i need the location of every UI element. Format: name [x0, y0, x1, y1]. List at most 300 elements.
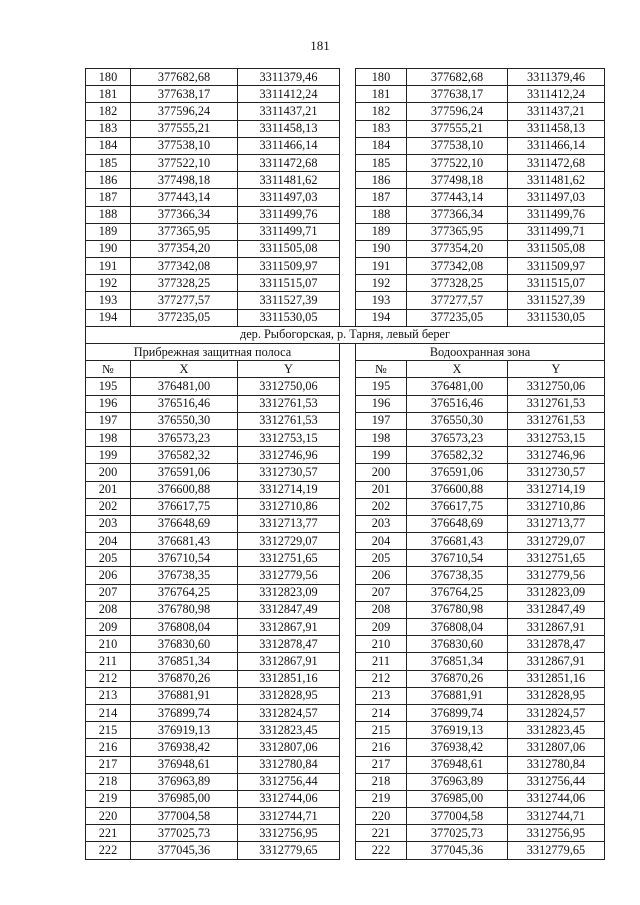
right-coord-y: 3311505,08	[508, 240, 605, 257]
left-coord-y: 3312761,53	[238, 412, 340, 429]
section-title: дер. Рыбогорская, р. Тарня, левый берег	[86, 326, 605, 343]
left-point-number: 182	[86, 103, 131, 120]
left-coord-x: 377682,68	[131, 69, 238, 86]
table-row	[86, 464, 605, 481]
right-coord-x: 377682,68	[407, 69, 508, 86]
right-coord-y: 3311515,07	[508, 275, 605, 292]
right-coord-y: 3312710,86	[508, 498, 605, 515]
column-gap	[340, 636, 356, 653]
right-coord-y: 3312746,96	[508, 447, 605, 464]
left-point-number: 193	[86, 292, 131, 309]
table-row	[86, 103, 605, 120]
column-gap	[340, 154, 356, 171]
left-point-number: 190	[86, 240, 131, 257]
left-coord-x: 377354,20	[131, 240, 238, 257]
table-row	[86, 498, 605, 515]
left-coord-y: 3311499,71	[238, 223, 340, 240]
column-header-no: №	[86, 361, 131, 378]
left-coord-y: 3312714,19	[238, 481, 340, 498]
right-coord-y: 3312823,09	[508, 584, 605, 601]
column-gap	[340, 258, 356, 275]
column-gap	[340, 447, 356, 464]
right-coord-x: 376808,04	[407, 619, 508, 636]
right-point-number: 187	[356, 189, 407, 206]
right-point-number: 188	[356, 206, 407, 223]
right-coord-x: 376948,61	[407, 756, 508, 773]
column-header-row	[86, 361, 605, 378]
right-coord-y: 3312867,91	[508, 653, 605, 670]
left-point-number: 206	[86, 567, 131, 584]
right-coord-y: 3312828,95	[508, 687, 605, 704]
left-coord-x: 376808,04	[131, 619, 238, 636]
right-coord-y: 3312851,16	[508, 670, 605, 687]
left-coord-y: 3311499,76	[238, 206, 340, 223]
table-row	[86, 584, 605, 601]
column-gap	[340, 515, 356, 532]
right-point-number: 212	[356, 670, 407, 687]
table-row	[86, 120, 605, 137]
column-header-y: Y	[238, 361, 340, 378]
left-coord-y: 3311497,03	[238, 189, 340, 206]
column-gap	[340, 808, 356, 825]
right-coord-y: 3312761,53	[508, 412, 605, 429]
right-point-number: 181	[356, 86, 407, 103]
left-coord-y: 3311466,14	[238, 137, 340, 154]
left-point-number: 219	[86, 790, 131, 807]
left-point-number: 222	[86, 842, 131, 859]
column-gap	[340, 653, 356, 670]
right-coord-y: 3312730,57	[508, 464, 605, 481]
left-coord-y: 3312756,44	[238, 773, 340, 790]
left-coord-x: 376899,74	[131, 704, 238, 721]
left-point-number: 213	[86, 687, 131, 704]
right-point-number: 222	[356, 842, 407, 859]
column-gap	[340, 309, 356, 326]
left-coord-x: 377045,36	[131, 842, 238, 859]
table-row	[86, 137, 605, 154]
right-coord-x: 377366,34	[407, 206, 508, 223]
table-row	[86, 154, 605, 171]
table-row	[86, 412, 605, 429]
left-point-number: 215	[86, 722, 131, 739]
left-point-number: 185	[86, 154, 131, 171]
right-coord-x: 377596,24	[407, 103, 508, 120]
left-coord-x: 377277,57	[131, 292, 238, 309]
left-point-number: 218	[86, 773, 131, 790]
left-coord-x: 376681,43	[131, 533, 238, 550]
left-coord-y: 3311481,62	[238, 172, 340, 189]
column-gap	[340, 756, 356, 773]
column-gap	[340, 739, 356, 756]
table-row	[86, 240, 605, 257]
right-coord-x: 377555,21	[407, 120, 508, 137]
right-coord-y: 3312714,19	[508, 481, 605, 498]
left-coord-x: 376738,35	[131, 567, 238, 584]
right-point-number: 206	[356, 567, 407, 584]
right-point-number: 219	[356, 790, 407, 807]
right-coord-x: 377354,20	[407, 240, 508, 257]
left-point-number: 211	[86, 653, 131, 670]
left-point-number: 183	[86, 120, 131, 137]
column-gap	[340, 86, 356, 103]
right-point-number: 221	[356, 825, 407, 842]
left-coord-y: 3311509,97	[238, 258, 340, 275]
left-point-number: 191	[86, 258, 131, 275]
right-point-number: 208	[356, 601, 407, 618]
right-coord-x: 376600,88	[407, 481, 508, 498]
left-point-number: 208	[86, 601, 131, 618]
left-point-number: 198	[86, 429, 131, 446]
table-row	[86, 619, 605, 636]
right-coord-x: 376938,42	[407, 739, 508, 756]
left-coord-y: 3311379,46	[238, 69, 340, 86]
left-coord-y: 3311437,21	[238, 103, 340, 120]
left-point-number: 204	[86, 533, 131, 550]
right-coord-x: 377498,18	[407, 172, 508, 189]
right-coord-x: 377025,73	[407, 825, 508, 842]
left-coord-x: 377025,73	[131, 825, 238, 842]
left-coord-y: 3311472,68	[238, 154, 340, 171]
left-coord-y: 3312780,84	[238, 756, 340, 773]
left-coord-y: 3312744,06	[238, 790, 340, 807]
right-coord-x: 376830,60	[407, 636, 508, 653]
right-point-number: 191	[356, 258, 407, 275]
right-coord-y: 3311481,62	[508, 172, 605, 189]
right-point-number: 205	[356, 550, 407, 567]
right-coord-x: 377328,25	[407, 275, 508, 292]
left-point-number: 188	[86, 206, 131, 223]
table-row	[86, 825, 605, 842]
left-coord-y: 3311527,39	[238, 292, 340, 309]
right-point-number: 210	[356, 636, 407, 653]
table-row	[86, 636, 605, 653]
column-gap	[340, 773, 356, 790]
right-point-number: 207	[356, 584, 407, 601]
right-coord-y: 3311437,21	[508, 103, 605, 120]
column-gap	[340, 120, 356, 137]
table-row	[86, 808, 605, 825]
left-coord-y: 3312753,15	[238, 429, 340, 446]
right-coord-x: 376764,25	[407, 584, 508, 601]
left-coord-x: 377342,08	[131, 258, 238, 275]
right-coord-x: 377443,14	[407, 189, 508, 206]
left-point-number: 189	[86, 223, 131, 240]
left-coord-x: 376881,91	[131, 687, 238, 704]
right-coord-x: 376899,74	[407, 704, 508, 721]
right-coord-y: 3312761,53	[508, 395, 605, 412]
right-point-number: 209	[356, 619, 407, 636]
left-coord-y: 3312867,91	[238, 653, 340, 670]
column-gap	[340, 687, 356, 704]
right-point-number: 197	[356, 412, 407, 429]
column-gap	[340, 361, 356, 378]
right-coord-x: 377004,58	[407, 808, 508, 825]
right-coord-y: 3312753,15	[508, 429, 605, 446]
left-coord-x: 377365,95	[131, 223, 238, 240]
table-row	[86, 842, 605, 859]
column-gap	[340, 189, 356, 206]
right-coord-y: 3311530,05	[508, 309, 605, 326]
left-point-number: 201	[86, 481, 131, 498]
table-row	[86, 206, 605, 223]
left-point-number: 221	[86, 825, 131, 842]
right-point-number: 220	[356, 808, 407, 825]
right-coord-y: 3312729,07	[508, 533, 605, 550]
left-coord-x: 377235,05	[131, 309, 238, 326]
left-coord-y: 3312779,56	[238, 567, 340, 584]
left-coord-y: 3312823,09	[238, 584, 340, 601]
right-coord-x: 376870,26	[407, 670, 508, 687]
left-point-number: 216	[86, 739, 131, 756]
left-coord-x: 376591,06	[131, 464, 238, 481]
left-point-number: 203	[86, 515, 131, 532]
right-coord-y: 3311527,39	[508, 292, 605, 309]
left-coord-x: 377004,58	[131, 808, 238, 825]
top-rows	[86, 69, 605, 327]
left-coord-x: 376938,42	[131, 739, 238, 756]
left-zone-title: Прибрежная защитная полоса	[86, 344, 340, 361]
table-row	[86, 773, 605, 790]
left-point-number: 197	[86, 412, 131, 429]
right-coord-y: 3312750,06	[508, 378, 605, 395]
column-gap	[340, 704, 356, 721]
table-row	[86, 653, 605, 670]
right-point-number: 202	[356, 498, 407, 515]
left-point-number: 217	[86, 756, 131, 773]
left-coord-x: 376710,54	[131, 550, 238, 567]
table-row	[86, 292, 605, 309]
right-coord-y: 3311509,97	[508, 258, 605, 275]
table-row	[86, 670, 605, 687]
left-coord-x: 376870,26	[131, 670, 238, 687]
right-point-number: 193	[356, 292, 407, 309]
right-coord-y: 3312867,91	[508, 619, 605, 636]
left-coord-y: 3312730,57	[238, 464, 340, 481]
right-coord-x: 377365,95	[407, 223, 508, 240]
right-point-number: 211	[356, 653, 407, 670]
left-coord-x: 376764,25	[131, 584, 238, 601]
right-coord-y: 3312744,06	[508, 790, 605, 807]
table-row	[86, 395, 605, 412]
left-coord-y: 3311530,05	[238, 309, 340, 326]
left-point-number: 212	[86, 670, 131, 687]
right-coord-y: 3311499,71	[508, 223, 605, 240]
left-coord-x: 376617,75	[131, 498, 238, 515]
table-row	[86, 756, 605, 773]
right-coord-x: 376881,91	[407, 687, 508, 704]
left-point-number: 200	[86, 464, 131, 481]
right-coord-y: 3312824,57	[508, 704, 605, 721]
left-coord-x: 376919,13	[131, 722, 238, 739]
table-row	[86, 739, 605, 756]
right-coord-y: 3312823,45	[508, 722, 605, 739]
left-coord-x: 376851,34	[131, 653, 238, 670]
left-coord-y: 3312710,86	[238, 498, 340, 515]
left-coord-x: 376600,88	[131, 481, 238, 498]
column-header-x: X	[407, 361, 508, 378]
right-coord-y: 3312744,71	[508, 808, 605, 825]
right-point-number: 214	[356, 704, 407, 721]
column-gap	[340, 567, 356, 584]
right-coord-x: 377522,10	[407, 154, 508, 171]
left-coord-y: 3312751,65	[238, 550, 340, 567]
left-point-number: 196	[86, 395, 131, 412]
right-coord-x: 376550,30	[407, 412, 508, 429]
column-gap	[340, 550, 356, 567]
table-row	[86, 687, 605, 704]
column-gap	[340, 378, 356, 395]
left-point-number: 205	[86, 550, 131, 567]
right-point-number: 183	[356, 120, 407, 137]
column-gap	[340, 103, 356, 120]
page-number: 181	[310, 38, 330, 53]
left-point-number: 199	[86, 447, 131, 464]
column-gap	[340, 842, 356, 859]
left-coord-y: 3312713,77	[238, 515, 340, 532]
left-coord-y: 3311505,08	[238, 240, 340, 257]
left-coord-y: 3312867,91	[238, 619, 340, 636]
table-row	[86, 258, 605, 275]
table-row	[86, 447, 605, 464]
column-gap	[340, 722, 356, 739]
right-coord-x: 376851,34	[407, 653, 508, 670]
column-gap	[340, 223, 356, 240]
right-coord-x: 377235,05	[407, 309, 508, 326]
left-coord-x: 376516,46	[131, 395, 238, 412]
right-point-number: 203	[356, 515, 407, 532]
left-coord-y: 3312828,95	[238, 687, 340, 704]
right-coord-y: 3312779,56	[508, 567, 605, 584]
right-coord-y: 3312751,65	[508, 550, 605, 567]
left-coord-x: 376963,89	[131, 773, 238, 790]
left-coord-y: 3311412,24	[238, 86, 340, 103]
column-gap	[340, 533, 356, 550]
left-coord-x: 377498,18	[131, 172, 238, 189]
right-zone-title: Водоохранная зона	[356, 344, 605, 361]
column-gap	[340, 790, 356, 807]
left-point-number: 180	[86, 69, 131, 86]
right-coord-x: 376963,89	[407, 773, 508, 790]
left-coord-x: 376830,60	[131, 636, 238, 653]
table-row	[86, 567, 605, 584]
right-point-number: 200	[356, 464, 407, 481]
column-gap	[340, 240, 356, 257]
left-coord-y: 3312729,07	[238, 533, 340, 550]
table-row	[86, 550, 605, 567]
left-coord-x: 376550,30	[131, 412, 238, 429]
right-coord-y: 3311466,14	[508, 137, 605, 154]
left-point-number: 194	[86, 309, 131, 326]
left-coord-y: 3312779,65	[238, 842, 340, 859]
column-gap	[340, 429, 356, 446]
left-point-number: 209	[86, 619, 131, 636]
left-coord-x: 377638,17	[131, 86, 238, 103]
table-row	[86, 704, 605, 721]
table-row	[86, 172, 605, 189]
left-coord-x: 377596,24	[131, 103, 238, 120]
left-coord-y: 3312756,95	[238, 825, 340, 842]
column-gap	[340, 395, 356, 412]
right-coord-y: 3312847,49	[508, 601, 605, 618]
left-coord-x: 377522,10	[131, 154, 238, 171]
bottom-rows	[86, 378, 605, 859]
left-point-number: 214	[86, 704, 131, 721]
column-gap	[340, 825, 356, 842]
column-gap	[340, 172, 356, 189]
column-gap	[340, 292, 356, 309]
right-coord-x: 376710,54	[407, 550, 508, 567]
right-point-number: 192	[356, 275, 407, 292]
right-coord-y: 3311379,46	[508, 69, 605, 86]
column-gap	[340, 584, 356, 601]
right-coord-y: 3311458,13	[508, 120, 605, 137]
left-coord-x: 376985,00	[131, 790, 238, 807]
table-row	[86, 86, 605, 103]
table-row	[86, 601, 605, 618]
right-coord-x: 376648,69	[407, 515, 508, 532]
left-coord-y: 3312847,49	[238, 601, 340, 618]
table-row	[86, 223, 605, 240]
right-coord-x: 376516,46	[407, 395, 508, 412]
right-coord-x: 376780,98	[407, 601, 508, 618]
column-gap	[340, 464, 356, 481]
right-point-number: 201	[356, 481, 407, 498]
right-coord-y: 3312780,84	[508, 756, 605, 773]
column-gap	[340, 206, 356, 223]
left-point-number: 220	[86, 808, 131, 825]
right-coord-x: 377342,08	[407, 258, 508, 275]
left-coord-x: 377366,34	[131, 206, 238, 223]
left-coord-y: 3312823,45	[238, 722, 340, 739]
right-point-number: 204	[356, 533, 407, 550]
right-coord-y: 3312756,44	[508, 773, 605, 790]
left-coord-y: 3312746,96	[238, 447, 340, 464]
right-point-number: 195	[356, 378, 407, 395]
right-coord-y: 3312756,95	[508, 825, 605, 842]
right-coord-y: 3312779,65	[508, 842, 605, 859]
right-point-number: 216	[356, 739, 407, 756]
left-point-number: 202	[86, 498, 131, 515]
column-gap	[340, 619, 356, 636]
left-coord-y: 3312744,71	[238, 808, 340, 825]
table-row	[86, 429, 605, 446]
right-coord-y: 3311412,24	[508, 86, 605, 103]
column-gap	[340, 412, 356, 429]
column-header-y: Y	[508, 361, 605, 378]
right-point-number: 189	[356, 223, 407, 240]
table-row	[86, 481, 605, 498]
left-point-number: 184	[86, 137, 131, 154]
table-row	[86, 275, 605, 292]
left-point-number: 195	[86, 378, 131, 395]
left-point-number: 210	[86, 636, 131, 653]
left-coord-y: 3312807,06	[238, 739, 340, 756]
left-coord-y: 3312750,06	[238, 378, 340, 395]
right-point-number: 185	[356, 154, 407, 171]
column-gap	[340, 344, 356, 361]
left-coord-x: 377443,14	[131, 189, 238, 206]
left-coord-x: 377328,25	[131, 275, 238, 292]
right-point-number: 198	[356, 429, 407, 446]
column-gap	[340, 69, 356, 86]
right-coord-x: 377045,36	[407, 842, 508, 859]
column-gap	[340, 670, 356, 687]
column-gap	[340, 498, 356, 515]
left-point-number: 181	[86, 86, 131, 103]
left-coord-y: 3312824,57	[238, 704, 340, 721]
left-point-number: 186	[86, 172, 131, 189]
right-point-number: 194	[356, 309, 407, 326]
